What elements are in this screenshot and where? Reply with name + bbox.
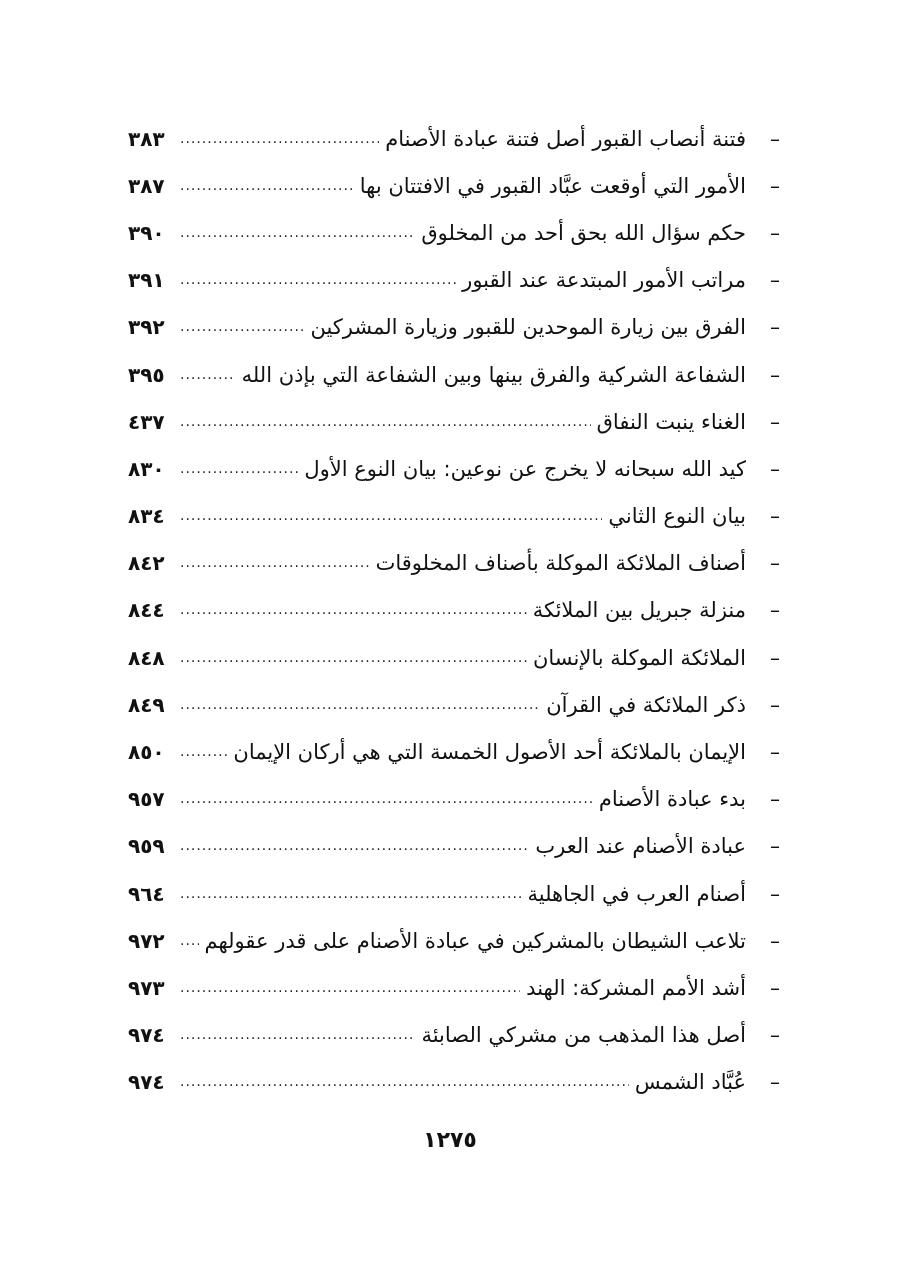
entry-page-number: ٨٥٠ bbox=[128, 740, 165, 765]
entry-bullet: – bbox=[770, 268, 780, 293]
entry-title: منزلة جبريل بين الملائكة bbox=[532, 598, 746, 623]
entry-title: عُبَّاد الشمس bbox=[634, 1070, 746, 1095]
dot-leader bbox=[180, 178, 354, 194]
dot-leader bbox=[180, 461, 298, 477]
toc-entry bbox=[128, 445, 780, 492]
entry-title: أصل هذا المذهب من مشركي الصابئة bbox=[421, 1023, 746, 1048]
entry-page-number: ٨٤٢ bbox=[128, 551, 165, 576]
entry-title: حكم سؤال الله بحق أحد من المخلوق bbox=[421, 220, 746, 245]
entry-page-number: ٣٩١ bbox=[128, 268, 165, 293]
dot-leader bbox=[180, 414, 591, 430]
entry-title: الغناء ينبت النفاق bbox=[596, 409, 746, 434]
dot-leader bbox=[180, 886, 521, 902]
entry-bullet: – bbox=[770, 126, 780, 151]
toc-entry bbox=[128, 351, 780, 398]
entry-page-number: ٩٧٤ bbox=[128, 1070, 165, 1095]
toc-entry bbox=[128, 257, 780, 304]
entry-bullet: – bbox=[770, 834, 780, 859]
entry-title: تلاعب الشيطان بالمشركين في عبادة الأصنام على قدر عقولهم bbox=[204, 928, 746, 953]
entry-page-number: ٨٤٨ bbox=[128, 645, 165, 670]
entry-title: الشفاعة الشركية والفرق بينها وبين الشفاعة التي بإذن الله bbox=[241, 362, 746, 387]
entry-page-number: ٩٧٣ bbox=[128, 975, 165, 1000]
entry-page-number: ٨٣٤ bbox=[128, 504, 165, 529]
toc-entry bbox=[128, 493, 780, 540]
entry-title: بيان النوع الثاني bbox=[608, 504, 746, 529]
entry-page-number: ٨٤٩ bbox=[128, 692, 165, 717]
entry-title: فتنة أنصاب القبور أصل فتنة عبادة الأصنام bbox=[385, 126, 746, 151]
dot-leader bbox=[180, 555, 370, 571]
toc-entry bbox=[128, 209, 780, 256]
dot-leader bbox=[180, 791, 593, 807]
entry-title: ذكر الملائكة في القرآن bbox=[546, 692, 746, 717]
entry-page-number: ٣٨٣ bbox=[128, 126, 165, 151]
entry-bullet: – bbox=[770, 220, 780, 245]
entry-bullet: – bbox=[770, 975, 780, 1000]
toc-entry bbox=[128, 398, 780, 445]
entry-bullet: – bbox=[770, 456, 780, 481]
entry-title: بدء عبادة الأصنام bbox=[598, 787, 746, 812]
entry-bullet: – bbox=[770, 315, 780, 340]
entry-title: الملائكة الموكلة بالإنسان bbox=[532, 645, 746, 670]
dot-leader bbox=[180, 744, 227, 760]
entry-bullet: – bbox=[770, 504, 780, 529]
entry-page-number: ٩٦٤ bbox=[128, 881, 165, 906]
entry-page-number: ٣٩٥ bbox=[128, 362, 165, 387]
entry-page-number: ٩٥٧ bbox=[128, 787, 165, 812]
entry-bullet: – bbox=[770, 362, 780, 387]
dot-leader bbox=[180, 1074, 629, 1090]
toc-entry bbox=[128, 917, 780, 964]
toc-entry bbox=[128, 681, 780, 728]
table-of-contents bbox=[128, 115, 780, 1106]
entry-bullet: – bbox=[770, 1070, 780, 1095]
entry-bullet: – bbox=[770, 1023, 780, 1048]
toc-entry bbox=[128, 1012, 780, 1059]
entry-bullet: – bbox=[770, 645, 780, 670]
entry-bullet: – bbox=[770, 881, 780, 906]
entry-page-number: ٩٥٩ bbox=[128, 834, 165, 859]
dot-leader bbox=[180, 980, 520, 996]
entry-bullet: – bbox=[770, 598, 780, 623]
entry-page-number: ٩٧٢ bbox=[128, 928, 165, 953]
entry-page-number: ٩٧٤ bbox=[128, 1023, 165, 1048]
entry-page-number: ٣٩٢ bbox=[128, 315, 165, 340]
dot-leader bbox=[180, 602, 527, 618]
toc-entry bbox=[128, 776, 780, 823]
entry-bullet: – bbox=[770, 787, 780, 812]
dot-leader bbox=[180, 131, 379, 147]
page-number: ١٢٧٥ bbox=[423, 1128, 477, 1153]
toc-entry bbox=[128, 964, 780, 1011]
dot-leader bbox=[180, 697, 540, 713]
entry-bullet: – bbox=[770, 692, 780, 717]
entry-page-number: ٣٩٠ bbox=[128, 220, 165, 245]
entry-title: الأمور التي أوقعت عبَّاد القبور في الافتتان بها bbox=[359, 173, 746, 198]
entry-bullet: – bbox=[770, 740, 780, 765]
entry-title: أصنام العرب في الجاهلية bbox=[527, 881, 746, 906]
dot-leader bbox=[180, 1027, 415, 1043]
dot-leader bbox=[180, 933, 199, 949]
entry-title: أشد الأمم المشركة: الهند bbox=[526, 975, 746, 1000]
toc-entry bbox=[128, 870, 780, 917]
entry-title: مراتب الأمور المبتدعة عند القبور bbox=[462, 268, 746, 293]
entry-title: كيد الله سبحانه لا يخرج عن نوعين: بيان النوع الأول bbox=[304, 456, 746, 481]
entry-bullet: – bbox=[770, 409, 780, 434]
entry-bullet: – bbox=[770, 551, 780, 576]
toc-entry bbox=[128, 115, 780, 162]
entry-title: الإيمان بالملائكة أحد الأصول الخمسة التي هي أركان الإيمان bbox=[233, 740, 746, 765]
toc-entry bbox=[128, 823, 780, 870]
entry-title: أصناف الملائكة الموكلة بأصناف المخلوقات bbox=[375, 551, 746, 576]
dot-leader bbox=[180, 650, 527, 666]
entry-page-number: ٨٤٤ bbox=[128, 598, 165, 623]
dot-leader bbox=[180, 272, 456, 288]
toc-entry bbox=[128, 162, 780, 209]
entry-page-number: ٣٨٧ bbox=[128, 173, 165, 198]
toc-entry bbox=[128, 1059, 780, 1106]
entry-title: عبادة الأصنام عند العرب bbox=[535, 834, 746, 859]
entry-bullet: – bbox=[770, 173, 780, 198]
dot-leader bbox=[180, 367, 236, 383]
entry-page-number: ٤٣٧ bbox=[128, 409, 165, 434]
entry-title: الفرق بين زيارة الموحدين للقبور وزيارة المشركين bbox=[310, 315, 746, 340]
dot-leader bbox=[180, 838, 529, 854]
entry-page-number: ٨٣٠ bbox=[128, 456, 165, 481]
toc-entry bbox=[128, 587, 780, 634]
dot-leader bbox=[180, 225, 415, 241]
dot-leader bbox=[180, 319, 304, 335]
entry-bullet: – bbox=[770, 928, 780, 953]
toc-entry bbox=[128, 728, 780, 775]
toc-entry bbox=[128, 540, 780, 587]
toc-entry bbox=[128, 634, 780, 681]
dot-leader bbox=[180, 508, 602, 524]
toc-entry bbox=[128, 304, 780, 351]
